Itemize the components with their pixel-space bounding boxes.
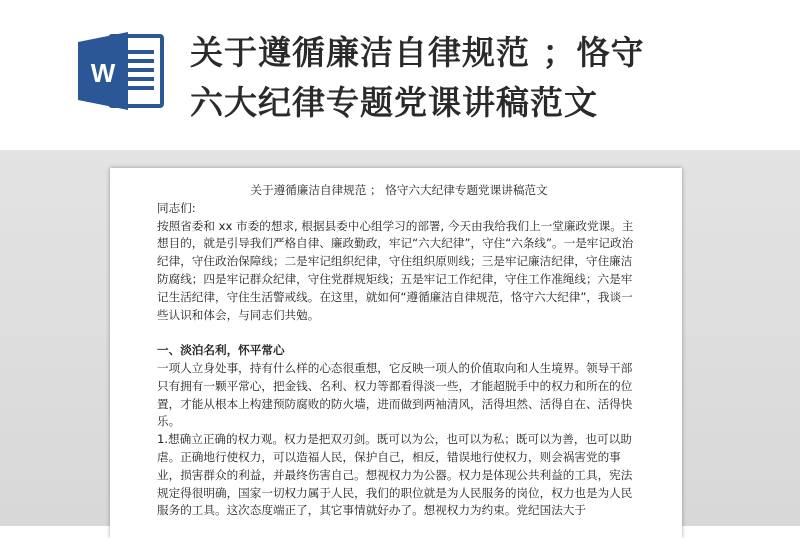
document-body [157, 182, 641, 520]
intro-paragraph: 按照省委和 xx 市委的想求, 根据县委中心组学习的部署, 今天由我给我们上一堂廉政党课。主想目的，就是引导我们严格自律、廉政勤政，牢记“六大纪律”，守住“六条线”。一是牢记政治纪律，守住政治保障线；二是牢记组织纪律，守住组织原则线；三是牢记廉洁纪律，守住廉洁防腐线；四是牢记群众纪律，守住党群规矩线；五是牢记工作纪律，守住工作准绳线；六是牢记生活纪律，守住生活警戒线。在这里，就如何“遵循廉洁自律规范，恪守六大纪律”，我谈一些认识和体会，与同志们共勉。 [157, 218, 634, 322]
svg-text:W: W [90, 58, 116, 88]
page-title [190, 28, 750, 128]
page-title-line-2: 六大纪律专题党课讲稿范文 [190, 83, 598, 122]
word-doc-icon [76, 30, 166, 112]
document-title: 关于遵循廉洁自律规范 ； 恪守六大纪律专题党课讲稿范文 [250, 183, 548, 197]
document-page [110, 168, 682, 538]
paragraph-spacer [157, 324, 641, 342]
greeting: 同志们: [157, 200, 196, 215]
page-title-line-1: 关于遵循廉洁自律规范 ；恪守 [190, 33, 645, 72]
section-1-paragraph: 一项人立身处事，持有什么样的心态很重想，它反映一项人的价值取向和人生境界。领导干部只有拥有一颗平常心，把金钱、名利、权力等都看得淡一些，才能超脱手中的权力和所在的位置，才能从根本上构建预防腐败的防火墙，进而做到两袖清风，活得坦然、活得自在、活得快乐。 [157, 360, 633, 429]
point-1-paragraph: 1.想确立正确的权力观。权力是把双刃剑。既可以为公，也可以为私；既可以为善，也可以助虐。正确地行使权力，可以造福人民，保护自己，相反，错误地行使权力，则会祸害党的事业，损害群众的利益，并最终伤害自己。想视权力为公器。权力是体现公共利益的工具，宪法规定得很明确，国家一切权力属于人民，我们的职位就是为人民服务的岗位，权力也是为人民服务的工具。这次态度端正了，其它事情就好办了。想视权力为约束。党纪国法大于 [157, 432, 633, 518]
section-heading-1: 一、淡泊名利，怀平常心 [157, 343, 285, 358]
